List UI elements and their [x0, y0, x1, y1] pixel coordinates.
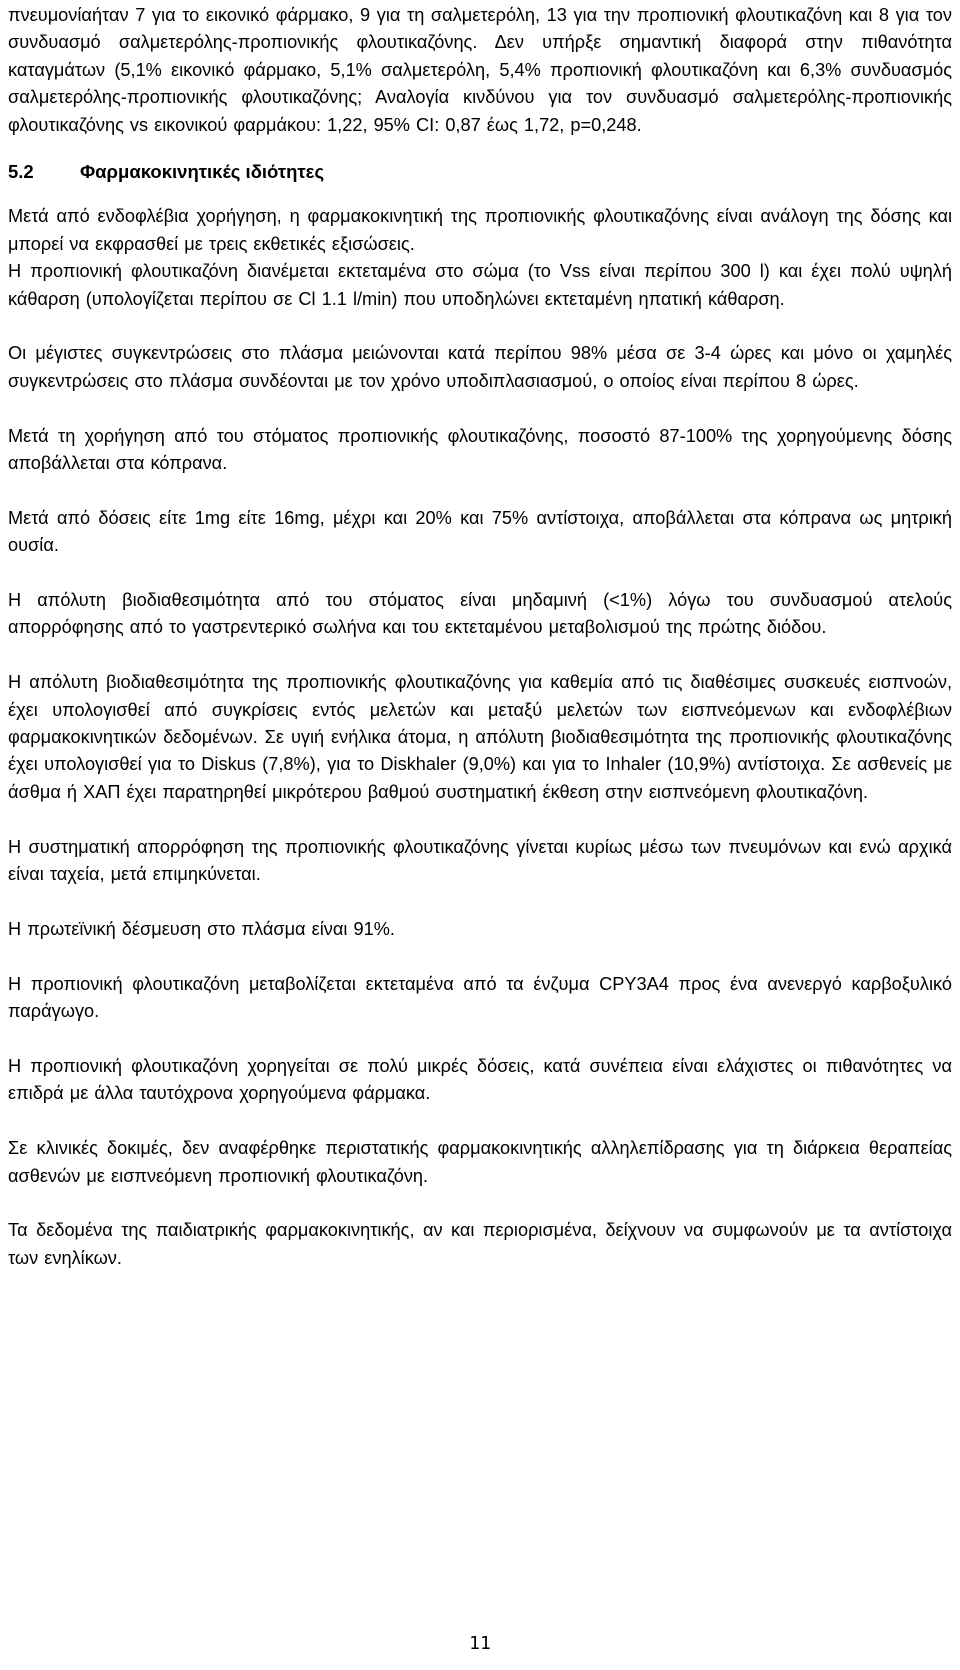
- paragraph-inhaler-bioavailability: Η απόλυτη βιοδιαθεσιμότητα της προπιονικής φλουτικαζόνης για καθεμία από τις διαθέσιμες συσκευές εισπνοών, έχει υπολογισθεί από συγκρίσεις εντός μελετών και μεταξύ μελετών των εισπνεόμενων και ενδοφλέβιων φαρμακοκινητικών δεδομένων. Σε υγιή ενήλικα άτομα, η απόλυτη βιοδιαθεσιμότητα της προπιονικής φλουτικαζόνης έχει υπολογισθεί για το Diskus (7,8%), για το Diskhaler (9,0%) και για το Inhaler (10,9%) αντίστοιχα. Σε ασθενείς με άσθμα ή ΧΑΠ έχει παρατηρηθεί μικρότερου βαθμού συστηματική έκθεση στην εισπνεόμενη φλουτικαζόνη.: [8, 672, 952, 802]
- section-title: Φαρμακοκινητικές ιδιότητες: [80, 161, 325, 183]
- paragraph-metabolism: Η προπιονική φλουτικαζόνη μεταβολίζεται εκτεταμένα από τα ένζυμα CPY3A4 προς ένα ανενεργό καρβοξυλικό παράγωγο.: [8, 973, 952, 1022]
- intro-paragraph: πνευμονίαήταν 7 για το εικονικό φάρμακο, 9 για τη σαλμετερόλη, 13 για την προπιονική φλουτικαζόνη και 8 για τον συνδυασμό σαλμετερόλης-προπιονικής φλουτικαζόνης. Δεν υπήρξε σημαντική διαφορά στην πιθανότητα καταγμάτων (5,1% εικονικό φάρμακο, 5,1% σαλμετερόλη, 5,4% προπιονική φλουτικαζόνη και 6,3% συνδυασμός σαλμετερόλης-προπιονικής φλουτικαζόνης; Αναλογία κινδύνου για τον συνδυασμό σαλμετερόλης-προπιονικής φλουτικαζόνης vs εικονικού φαρμάκου: 1,22, 95% CI: 0,87 έως 1,72, p=0,248.: [8, 5, 952, 135]
- paragraph-distribution: Η προπιονική φλουτικαζόνη διανέμεται εκτεταμένα στο σώμα (το Vss είναι περίπου 300 l) και έχει πολύ υψηλή κάθαρση (υπολογίζεται περίπου σε Cl 1.1 l/min) που υποδηλώνει εκτεταμένη ηπατική κάθαρση.: [8, 261, 952, 309]
- paragraph-pediatric: Τα δεδομένα της παιδιατρικής φαρμακοκινητικής, αν και περιορισμένα, δείχνουν να συμφωνούν με τα αντίστοιχα των ενηλίκων.: [8, 1220, 952, 1268]
- paragraph-interactions: Η προπιονική φλουτικαζόνη χορηγείται σε πολύ μικρές δόσεις, κατά συνέπεια είναι ελάχιστες οι πιθανότητες να επιδρά με άλλα ταυτόχρονα χορηγούμενα φάρμακα.: [8, 1055, 952, 1104]
- paragraph-oral-elimination: Μετά τη χορήγηση από του στόματος προπιονικής φλουτικαζόνης, ποσοστό 87-100% της χορηγούμενης δόσης αποβάλλεται στα κόπρανα.: [8, 425, 952, 474]
- section-heading: [8, 158, 952, 185]
- paragraph-peak-concentrations: Οι μέγιστες συγκεντρώσεις στο πλάσμα μειώνονται κατά περίπου 98% μέσα σε 3-4 ώρες και μόνο οι χαμηλές συγκεντρώσεις στο πλάσμα συνδέονται με τον χρόνο υποδιπλασιασμού, ο οποίος είναι περίπου 8 ώρες.: [8, 343, 952, 391]
- section-number: 5.2: [8, 161, 34, 183]
- paragraph-systemic-absorption: Η συστηματική απορρόφηση της προπιονικής φλουτικαζόνης γίνεται κυρίως μέσω των πνευμόνων και ενώ αρχικά είναι ταχεία, μετά επιμηκύνεται.: [8, 836, 952, 885]
- paragraph-doses: Μετά από δόσεις είτε 1mg είτε 16mg, μέχρι και 20% και 75% αντίστοιχα, αποβάλλεται στα κόπρανα ως μητρική ουσία.: [8, 507, 952, 556]
- paragraph-iv-kinetics: Μετά από ενδοφλέβια χορήγηση, η φαρμακοκινητική της προπιονικής φλουτικαζόνης είναι ανάλογη της δόσης και μπορεί να εκφρασθεί με τρεις εκθετικές εξισώσεις.: [8, 206, 952, 254]
- paragraph-clinical-trials: Σε κλινικές δοκιμές, δεν αναφέρθηκε περιστατικής φαρμακοκινητικής αλληλεπίδρασης για τη διάρκεια θεραπείας ασθενών με εισπνεόμενη προπιονική φλουτικαζόνη.: [8, 1138, 952, 1186]
- paragraph-oral-bioavailability: Η απόλυτη βιοδιαθεσιμότητα από του στόματος είναι μηδαμινή (<1%) λόγω του συνδυασμού ατελούς απορρόφησης από το γαστρεντερικό σωλήνα και του εκτεταμένου μεταβολισμού της πρώτης διόδου.: [8, 590, 952, 638]
- page-number: 11: [469, 1633, 491, 1654]
- paragraph-protein-binding: Η πρωτεϊνική δέσμευση στο πλάσμα είναι 91%.: [8, 918, 395, 939]
